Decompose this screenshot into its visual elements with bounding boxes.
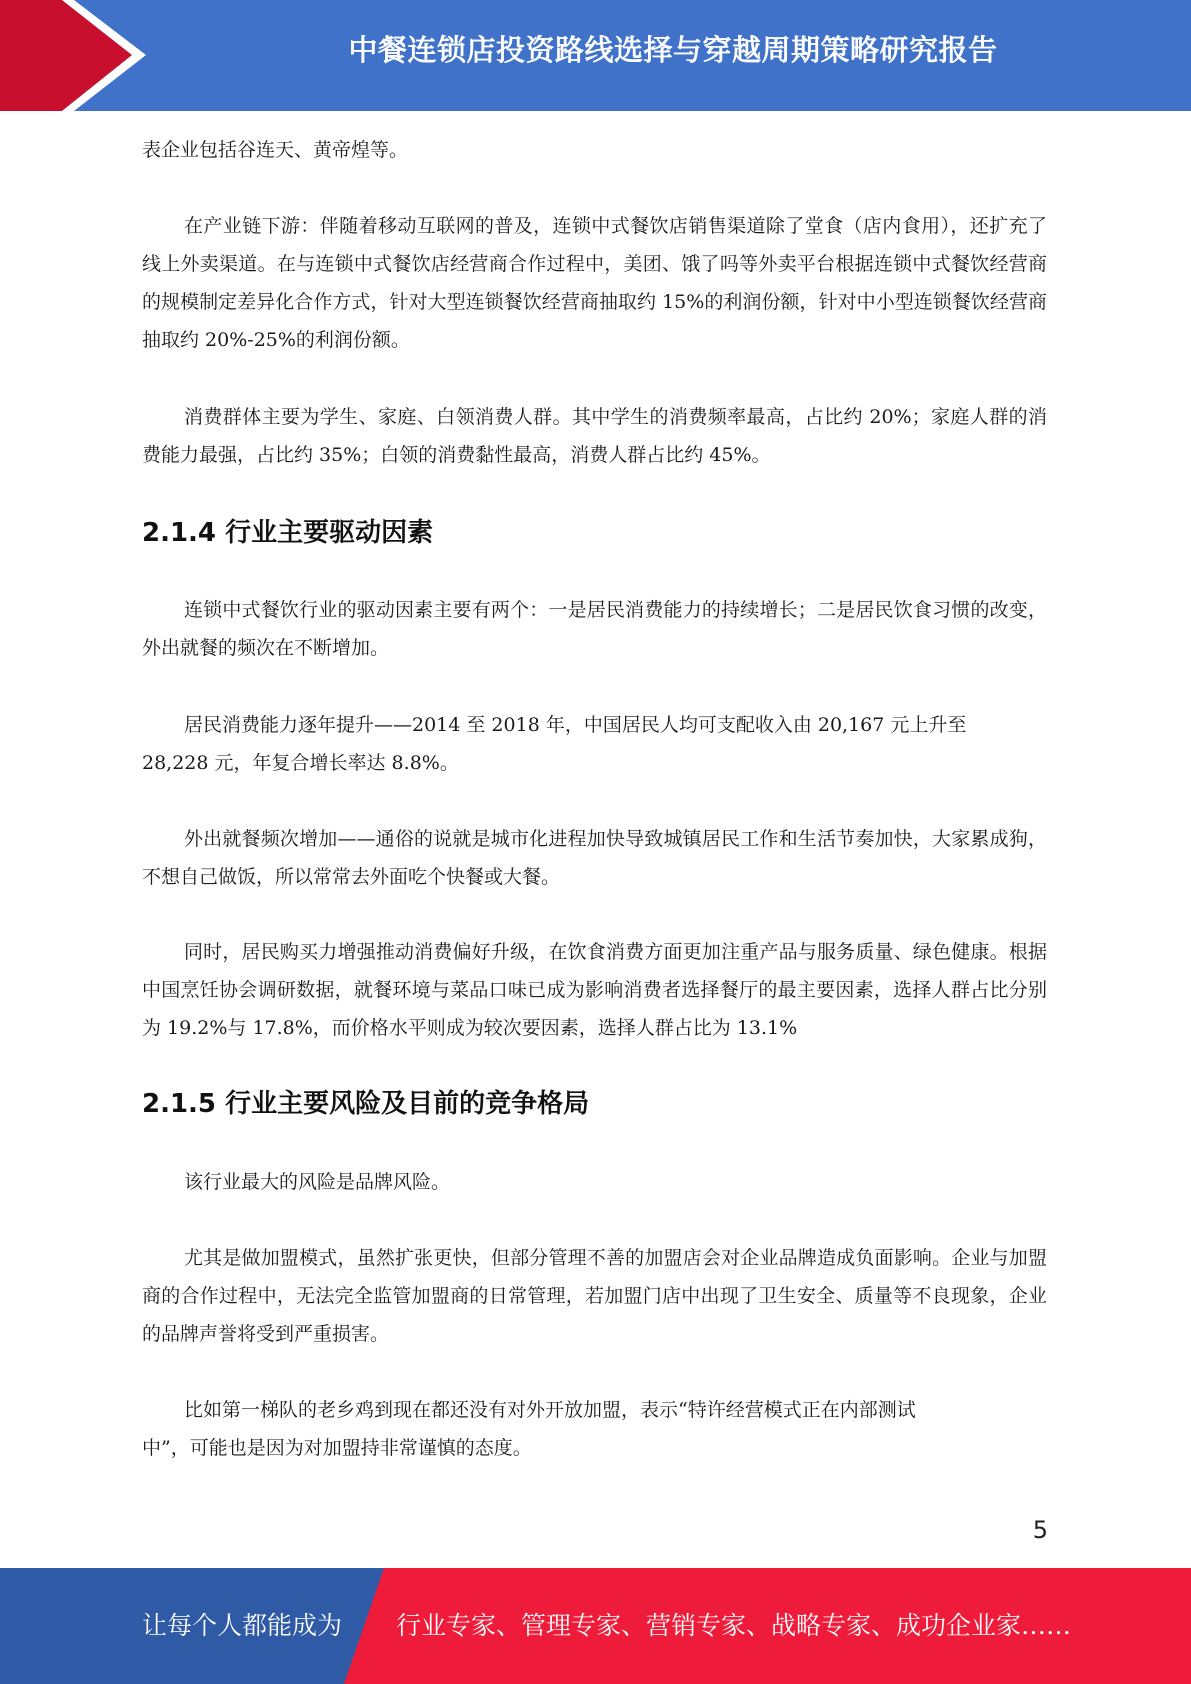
paragraph-line: 居民消费能力逐年提升——2014 至 2018 年，中国居民人均可支配收入由 20,167 元上升至 xyxy=(184,714,967,736)
paragraph-brand-risk xyxy=(142,1163,1047,1201)
paragraph-franchise xyxy=(142,1239,1047,1353)
paragraph-dining-out xyxy=(142,820,1047,896)
paragraph-text: 尤其是做加盟模式，虽然扩张更快，但部分管理不善的加盟店会对企业品牌造成负面影响。企业与加盟商的合作过程中，无法完全监管加盟商的日常管理，若加盟门店中出现了卫生安全、质量等不良现象，企业的品牌声誉将受到严重损害。 xyxy=(142,1247,1047,1345)
footer-slogan-right: 行业专家、管理专家、营销专家、战略专家、成功企业家…… xyxy=(396,1611,1072,1640)
paragraph-text: 在产业链下游：伴随着移动互联网的普及，连锁中式餐饮店销售渠道除了堂食（店内食用），还扩充了线上外卖渠道。在与连锁中式餐饮店经营商合作过程中，美团、饿了吗等外卖平台根据连锁中式餐饮经营商的规模制定差异化合作方式，针对大型连锁餐饮经营商抽取约 15%的利润份额，针对中小型连锁餐饮经营商抽取约 20%-25%的利润份额。 xyxy=(142,215,1047,351)
report-title: 中餐连锁店投资路线选择与穿越周期策略研究报告 xyxy=(348,33,998,67)
paragraph-income xyxy=(142,706,1047,782)
paragraph-downstream xyxy=(142,207,1047,359)
header-chevron-decoration xyxy=(0,0,160,111)
paragraph-text: 表企业包括谷连天、黄帝煌等。 xyxy=(142,139,409,161)
paragraph-text: 同时，居民购买力增强推动消费偏好升级，在饮食消费方面更加注重产品与服务质量、绿色健康。根据中国烹饪协会调研数据，就餐环境与菜品口味已成为影响消费者选择餐厅的最主要因素，选择人群占比分别为 19.2%与 17.8%，而价格水平则成为较次要因素，选择人群占比为 13.1% xyxy=(142,941,1047,1039)
page-header xyxy=(0,0,1191,111)
paragraph-text: 外出就餐频次增加——通俗的说就是城市化进程加快导致城镇居民工作和生活节奏加快，大家累成狗，不想自己做饭，所以常常去外面吃个快餐或大餐。 xyxy=(142,828,1047,888)
paragraph-1 xyxy=(142,131,1047,169)
page-number: 5 xyxy=(1032,1516,1048,1544)
paragraph-example xyxy=(142,1391,1047,1467)
paragraph-line: 中”，可能也是因为对加盟持非常谨慎的态度。 xyxy=(142,1437,532,1459)
paragraph-consumers xyxy=(142,398,1047,474)
paragraph-drivers xyxy=(142,591,1047,667)
paragraph-text: 消费群体主要为学生、家庭、白领消费人群。其中学生的消费频率最高，占比约 20%；家庭人群的消费能力最强，占比约 35%；白领的消费黏性最高，消费人群占比约 45%。 xyxy=(142,406,1047,466)
paragraph-text: 连锁中式餐饮行业的驱动因素主要有两个：一是居民消费能力的持续增长；二是居民饮食习惯的改变，外出就餐的频次在不断增加。 xyxy=(142,599,1047,659)
paragraph-consumption-upgrade xyxy=(142,933,1047,1047)
paragraph-line: 28,228 元，年复合增长率达 8.8%。 xyxy=(142,752,459,774)
footer-slogan-left: 让每个人都能成为 xyxy=(142,1611,343,1640)
section-heading-2-1-5: 2.1.5 行业主要风险及目前的竞争格局 xyxy=(142,1089,590,1119)
paragraph-text: 该行业最大的风险是品牌风险。 xyxy=(184,1171,451,1193)
paragraph-line: 比如第一梯队的老乡鸡到现在都还没有对外开放加盟，表示“特许经营模式正在内部测试 xyxy=(184,1399,916,1421)
page-footer xyxy=(0,1568,1191,1684)
section-heading-2-1-4: 2.1.4 行业主要驱动因素 xyxy=(142,518,434,548)
